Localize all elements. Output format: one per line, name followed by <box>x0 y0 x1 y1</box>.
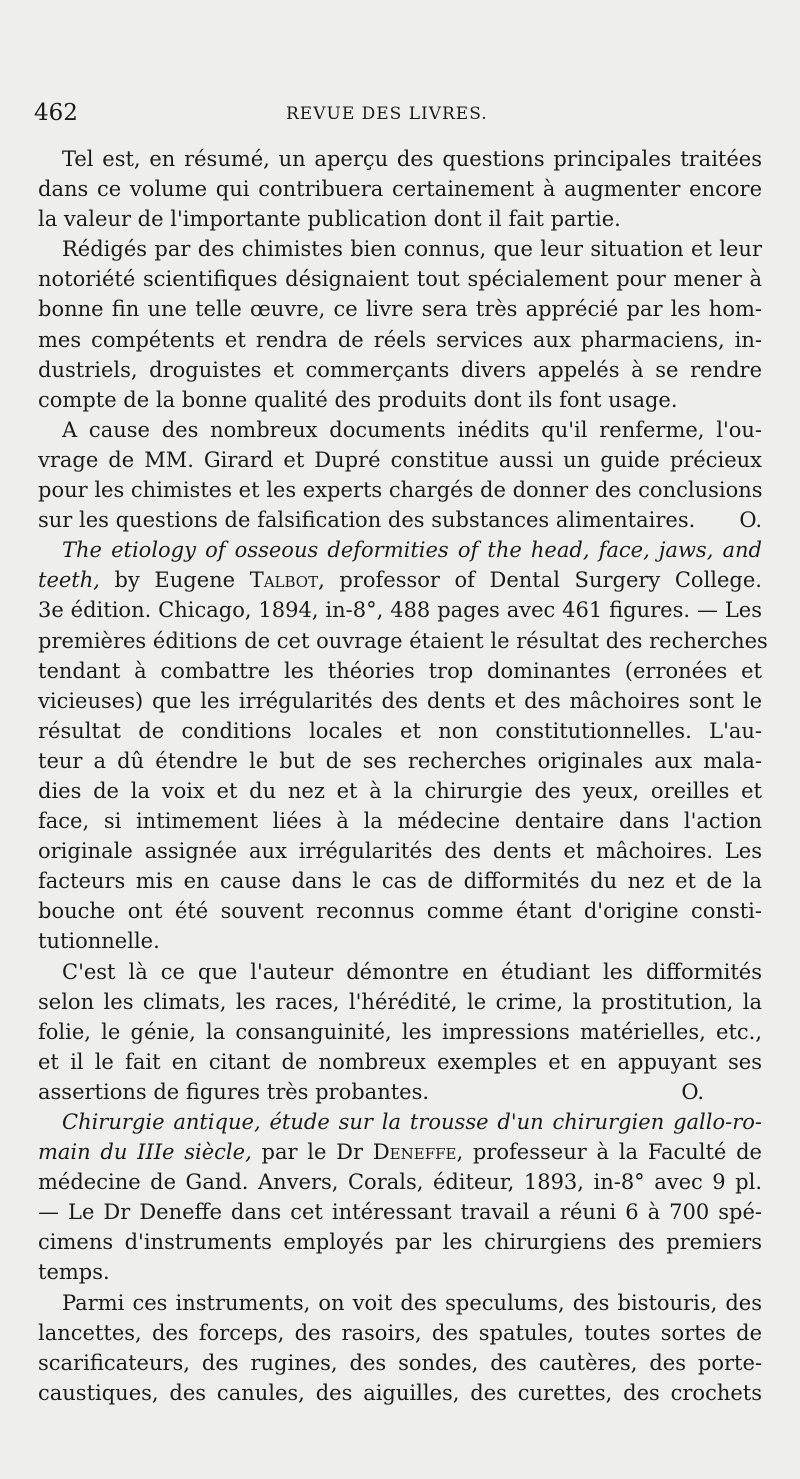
text-line: tendant à combattre les théories trop dominantes (erronées et <box>38 658 762 683</box>
text-fragment: by Eugene <box>114 568 236 593</box>
text-line: la valeur de l'importante publication dont il fait partie. <box>38 207 621 232</box>
text-line: vicieuses) que les irrégularités des dents et des mâchoires sont le <box>38 688 762 713</box>
page-body <box>38 144 768 1408</box>
text-line: face, si intimement liées à la médecine dentaire dans l'action <box>38 809 762 834</box>
author-name: Talbot <box>249 568 319 593</box>
text-line: scarificateurs, des rugines, des sondes, des cautères, des porte- <box>38 1350 762 1375</box>
text-line: 3e édition. Chicago, 1894, in-8°, 488 pages avec 461 figures. — Les <box>38 598 762 623</box>
signature: O. <box>739 508 762 533</box>
text-line: dans ce volume qui contribuera certainement à augmenter encore <box>38 177 762 202</box>
text-line: mes compétents et rendra de réels services aux pharmaciens, in- <box>38 327 762 352</box>
text-line: pour les chimistes et les experts chargés de donner des conclusions <box>38 478 763 503</box>
text-line: originale assignée aux irrégularités des dents et mâchoires. Les <box>38 839 762 864</box>
text-line: et il le fait en citant de nombreux exemples et en appuyant ses <box>38 1049 762 1074</box>
text-line-content: assertions de figures très probantes. <box>38 1079 430 1104</box>
text-line: premières éditions de cet ouvrage étaient le résultat des recherches <box>38 628 768 653</box>
text-line: dustriels, droguistes et commerçants divers appelés à se rendre <box>38 357 762 382</box>
text-line: dies de la voix et du nez et à la chirurgie des yeux, oreilles et <box>38 778 762 803</box>
text-line: folie, le génie, la consanguinité, les impressions matérielles, etc., <box>38 1019 762 1044</box>
review-title-line <box>38 1107 762 1137</box>
text-line: résultat de conditions locales et non constitutionnelles. L'au- <box>38 718 762 743</box>
text-line: tutionnelle. <box>38 929 160 954</box>
review-title-end: main du IIIe siècle, <box>38 1140 252 1165</box>
text-line: temps. <box>38 1260 110 1285</box>
page-number: 462 <box>34 100 78 126</box>
author-name: Deneffe <box>372 1140 457 1165</box>
text-fragment: par le Dr <box>261 1140 364 1165</box>
text-line <box>38 1137 762 1167</box>
text-line: Tel est, en résumé, un aperçu des questions principales traitées <box>62 147 762 171</box>
review-title-end: teeth, <box>38 568 100 593</box>
text-line: bouche ont été souvent reconnus comme étant d'origine consti- <box>38 899 762 924</box>
text-line <box>38 505 762 535</box>
review-title: Chirurgie antique, étude sur la trousse d'un chirurgien gallo-ro- <box>62 1110 762 1134</box>
text-line: selon les climats, les races, l'hérédité, le crime, la prostitution, la <box>38 989 762 1014</box>
text-line: vrage de MM. Girard et Dupré constitue aussi un guide précieux <box>38 447 762 472</box>
review-title-line <box>38 535 762 565</box>
text-line <box>38 1077 762 1107</box>
text-line: A cause des nombreux documents inédits qu'il renferme, l'ou- <box>62 417 762 442</box>
text-fragment: , professeur à la Faculté de <box>456 1140 762 1165</box>
text-line: compte de la bonne qualité des produits dont ils font usage. <box>38 387 678 412</box>
text-line <box>38 565 762 595</box>
text-line: teur a dû étendre le but de ses recherches originales aux mala- <box>38 748 762 773</box>
text-line: facteurs mis en cause dans le cas de difformités du nez et de la <box>38 869 762 894</box>
text-fragment: , professor of Dental Surgery College. <box>318 568 762 593</box>
text-line: caustiques, des canules, des aiguilles, des curettes, des crochets <box>38 1380 762 1405</box>
text-line: bonne fin une telle œuvre, ce livre sera très apprécié par les hom- <box>38 297 762 322</box>
page-header <box>34 100 754 130</box>
text-line: notoriété scientifiques désignaient tout spécialement pour mener à <box>38 267 762 292</box>
text-line: C'est là ce que l'auteur démontre en étudiant les difformités <box>62 959 762 984</box>
review-title: The etiology of osseous deformities of the head, face, jaws, and <box>62 538 762 563</box>
text-line: — Le Dr Deneffe dans cet intéressant travail a réuni 6 à 700 spé- <box>38 1200 762 1225</box>
text-line-content: sur les questions de falsification des substances alimentaires. <box>38 508 696 533</box>
signature: O. <box>681 1079 704 1104</box>
text-line: médecine de Gand. Anvers, Corals, éditeur, 1893, in-8° avec 9 pl. <box>38 1170 762 1195</box>
text-line: lancettes, des forceps, des rasoirs, des spatules, toutes sortes de <box>38 1320 762 1345</box>
text-line: cimens d'instruments employés par les chirurgiens des premiers <box>38 1230 762 1255</box>
text-line: Parmi ces instruments, on voit des speculums, des bistouris, des <box>62 1290 762 1315</box>
running-title: REVUE DES LIVRES. <box>286 104 488 124</box>
text-line: Rédigés par des chimistes bien connus, que leur situation et leur <box>62 237 762 262</box>
